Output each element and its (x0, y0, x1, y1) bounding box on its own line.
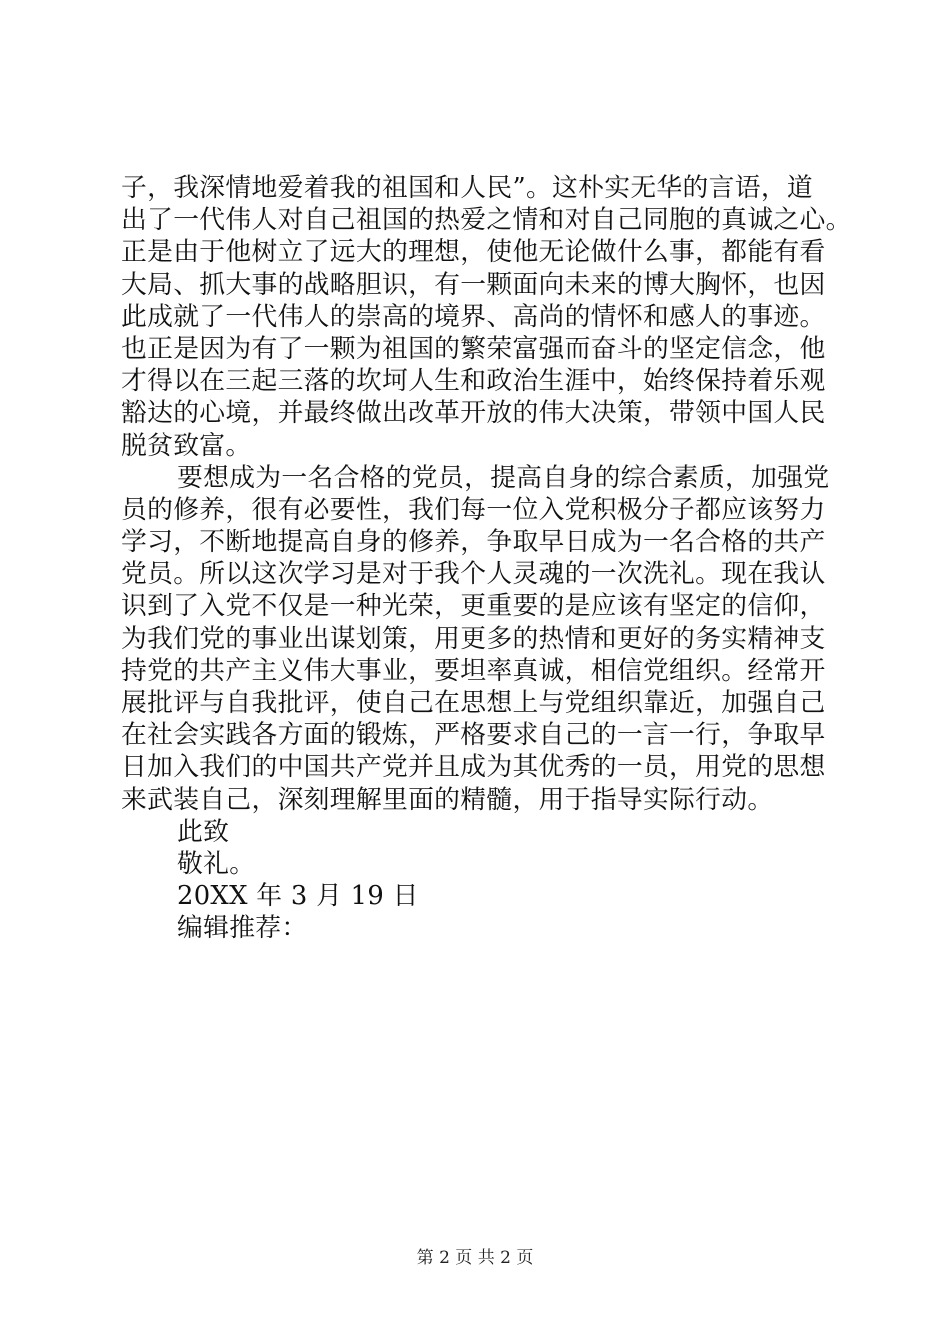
text-line: 来武装自己，深刻理解里面的精髓，用于指导实际行动。 (121, 784, 774, 815)
text-line: 员的修养，很有必要性，我们每一位入党积极分子都应该努力 (121, 494, 826, 525)
closing-salutation: 此致 (177, 816, 230, 847)
text-line: 才得以在三起三落的坎坷人生和政治生涯中，始终保持着乐观 (121, 366, 826, 397)
text-line: 识到了入党不仅是一种光荣，更重要的是应该有坚定的信仰， (121, 591, 826, 622)
text-line: 在社会实践各方面的锻炼，严格要求自己的一言一行，争取早 (121, 720, 826, 751)
text-line: 学习，不断地提高自身的修养，争取早日成为一名合格的共产 (121, 527, 826, 558)
text-line: 也正是因为有了一颗为祖国的繁荣富强而奋斗的坚定信念，他 (121, 333, 826, 364)
text-line: 持党的共产主义伟大事业，要坦率真诚，相信党组织。经常开 (121, 655, 826, 686)
text-line: 党员。所以这次学习是对于我个人灵魂的一次洗礼。现在我认 (121, 559, 826, 590)
page-number-footer: 第 2 页 共 2 页 (416, 1248, 534, 1268)
text-line: 脱贫致富。 (121, 430, 252, 461)
text-line: 豁达的心境，并最终做出改革开放的伟大决策，带领中国人民 (121, 398, 826, 429)
closing-regards: 敬礼。 (177, 848, 256, 879)
letter-body (121, 172, 852, 945)
text-line: 展批评与自我批评，使自己在思想上与党组织靠近，加强自己 (121, 688, 826, 718)
text-line: 此成就了一代伟人的崇高的境界、高尚的情怀和感人的事迹。 (121, 301, 826, 332)
text-line: 为我们党的事业出谋划策，用更多的热情和更好的务实精神支 (121, 623, 826, 654)
text-line: 大局、抓大事的战略胆识，有一颗面向未来的博大胸怀，也因 (121, 269, 826, 300)
text-line: 出了一代伟人对自己祖国的热爱之情和对自己同胞的真诚之心。 (121, 205, 852, 236)
paragraph-start-line: 要想成为一名合格的党员，提高自身的综合素质，加强党 (177, 462, 830, 493)
letter-date: 20XX 年 3 月 19 日 (177, 881, 419, 912)
editor-recommendation-label: 编辑推荐： (177, 913, 308, 944)
text-line: 子，我深情地爱着我的祖国和人民”。这朴实无华的言语，道 (121, 173, 814, 203)
text-line: 正是由于他树立了远大的理想，使他无论做什么事，都能有看 (121, 237, 826, 268)
text-line: 日加入我们的中国共产党并且成为其优秀的一员，用党的思想 (121, 752, 826, 783)
